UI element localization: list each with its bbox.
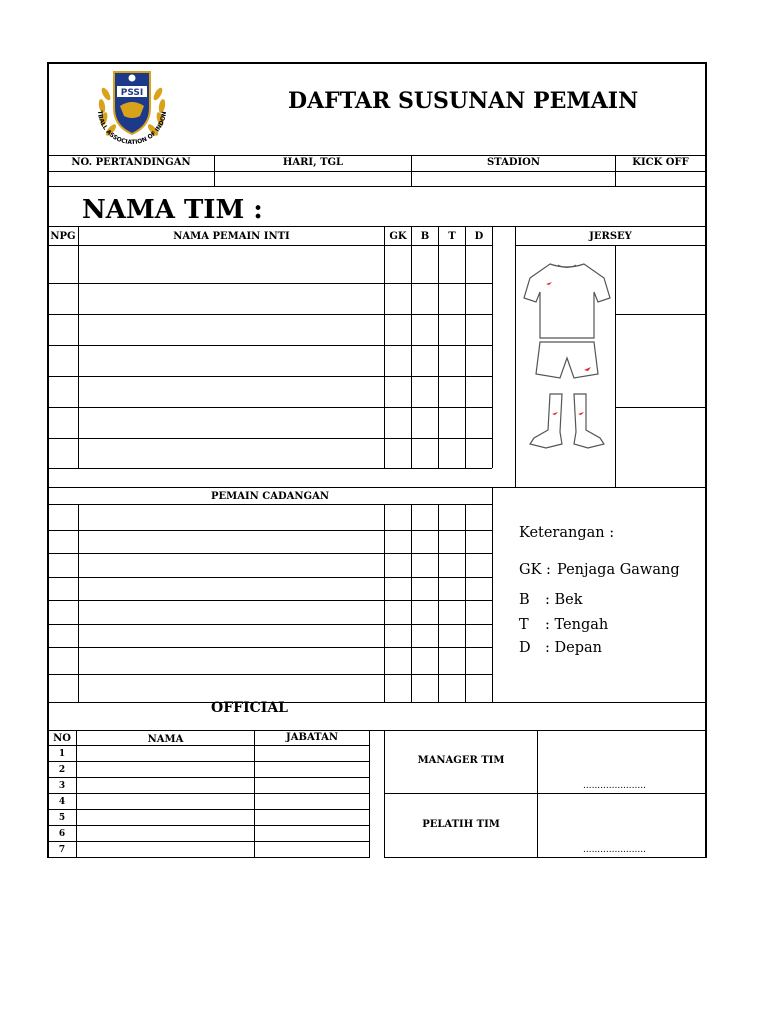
rule: [47, 809, 370, 810]
rule: [47, 647, 492, 648]
rule: [411, 226, 412, 468]
official-header-no: NO: [53, 733, 71, 744]
rule: [384, 226, 385, 468]
col-date: HARI, TGL: [282, 157, 344, 168]
rule: [47, 777, 370, 778]
header-gk: GK: [389, 231, 407, 242]
official-title: OFFICIAL: [211, 700, 289, 716]
col-match-number: NO. PERTANDINGAN: [71, 157, 191, 168]
legend-d-value: : Depan: [545, 640, 602, 656]
legend-title: Keterangan :: [519, 525, 615, 541]
rule: [438, 226, 439, 468]
team-name-field[interactable]: [250, 190, 700, 224]
header-player-name: NAMA PEMAIN INTI: [173, 231, 290, 242]
kickoff-field[interactable]: [616, 172, 705, 186]
rule: [47, 155, 706, 156]
rule: [47, 825, 370, 826]
rule: [47, 793, 370, 794]
official-header-role: JABATAN: [286, 732, 338, 743]
rule: [384, 793, 706, 794]
rule: [515, 245, 706, 246]
rule: [47, 314, 492, 315]
frame-right: [705, 62, 707, 858]
rule: [47, 186, 706, 187]
jersey-kit-icon: [520, 258, 614, 458]
date-field[interactable]: [215, 172, 411, 186]
rule: [78, 226, 79, 468]
official-row-number: 7: [58, 845, 66, 855]
rule: [384, 504, 385, 702]
rule: [615, 407, 706, 408]
team-name-label: NAMA TIM :: [82, 195, 263, 225]
stadium-field[interactable]: [412, 172, 615, 186]
rule: [47, 504, 492, 505]
rule: [492, 226, 493, 468]
match-number-field[interactable]: [48, 172, 214, 186]
legend-b-value: : Bek: [545, 592, 583, 608]
official-row-number: 5: [58, 813, 66, 823]
official-row-number: 1: [58, 749, 66, 759]
rule: [47, 702, 706, 703]
official-row-number: 4: [58, 797, 66, 807]
manager-signature-line[interactable]: ......................: [583, 781, 646, 791]
rule: [47, 283, 492, 284]
official-row-number: 6: [58, 829, 66, 839]
rule: [47, 487, 706, 488]
rule: [254, 730, 255, 857]
svg-text:PSSI: PSSI: [120, 88, 144, 98]
rule: [492, 487, 493, 703]
header-t: T: [448, 231, 456, 242]
col-stadium: STADION: [486, 157, 541, 168]
rule: [47, 857, 370, 858]
rule: [47, 730, 706, 731]
rule: [47, 600, 492, 601]
legend-t-value: : Tengah: [545, 617, 609, 633]
coach-label: PELATIH TIM: [422, 819, 500, 830]
rule: [47, 553, 492, 554]
rule: [465, 504, 466, 702]
rule: [47, 438, 492, 439]
rule: [76, 730, 77, 857]
rule: [369, 730, 370, 857]
legend-t-key: T: [519, 617, 529, 633]
rule: [411, 504, 412, 702]
rule: [47, 245, 492, 246]
rule: [384, 857, 706, 858]
page-title: DAFTAR SUSUNAN PEMAIN: [288, 88, 639, 114]
rule: [47, 761, 370, 762]
pssi-logo: [84, 64, 180, 156]
col-kickoff: KICK OFF: [632, 157, 689, 168]
legend-gk-key: GK :: [519, 562, 551, 578]
rule: [78, 504, 79, 702]
rule: [515, 226, 516, 487]
rule: [47, 407, 492, 408]
official-row-number: 2: [58, 765, 66, 775]
legend-d-key: D: [519, 640, 531, 656]
legend-gk-value: Penjaga Gawang: [557, 562, 680, 578]
rule: [615, 245, 616, 487]
rule: [47, 577, 492, 578]
official-row-number: 3: [58, 781, 66, 791]
header-jersey: JERSEY: [589, 231, 632, 242]
rule: [47, 674, 492, 675]
header-npg: NPG: [50, 231, 76, 242]
rule: [47, 468, 492, 469]
svg-text:FOOTBALL ASSOCIATION OF INDONE: TBALL ASSOCIATION OF INDON: [95, 110, 169, 147]
coach-signature-line[interactable]: ......................: [583, 845, 646, 855]
rule: [47, 624, 492, 625]
header-substitutes: PEMAIN CADANGAN: [211, 491, 329, 502]
rule: [465, 226, 466, 468]
rule: [47, 530, 492, 531]
rule: [47, 841, 370, 842]
rule: [615, 314, 706, 315]
official-header-name: NAMA: [147, 734, 184, 745]
header-b: B: [420, 231, 430, 242]
rule: [47, 345, 492, 346]
legend-b-key: B: [519, 592, 530, 608]
rule: [47, 226, 706, 227]
manager-label: MANAGER TIM: [417, 755, 505, 766]
header-d: D: [474, 231, 484, 242]
rule: [47, 376, 492, 377]
rule: [438, 504, 439, 702]
